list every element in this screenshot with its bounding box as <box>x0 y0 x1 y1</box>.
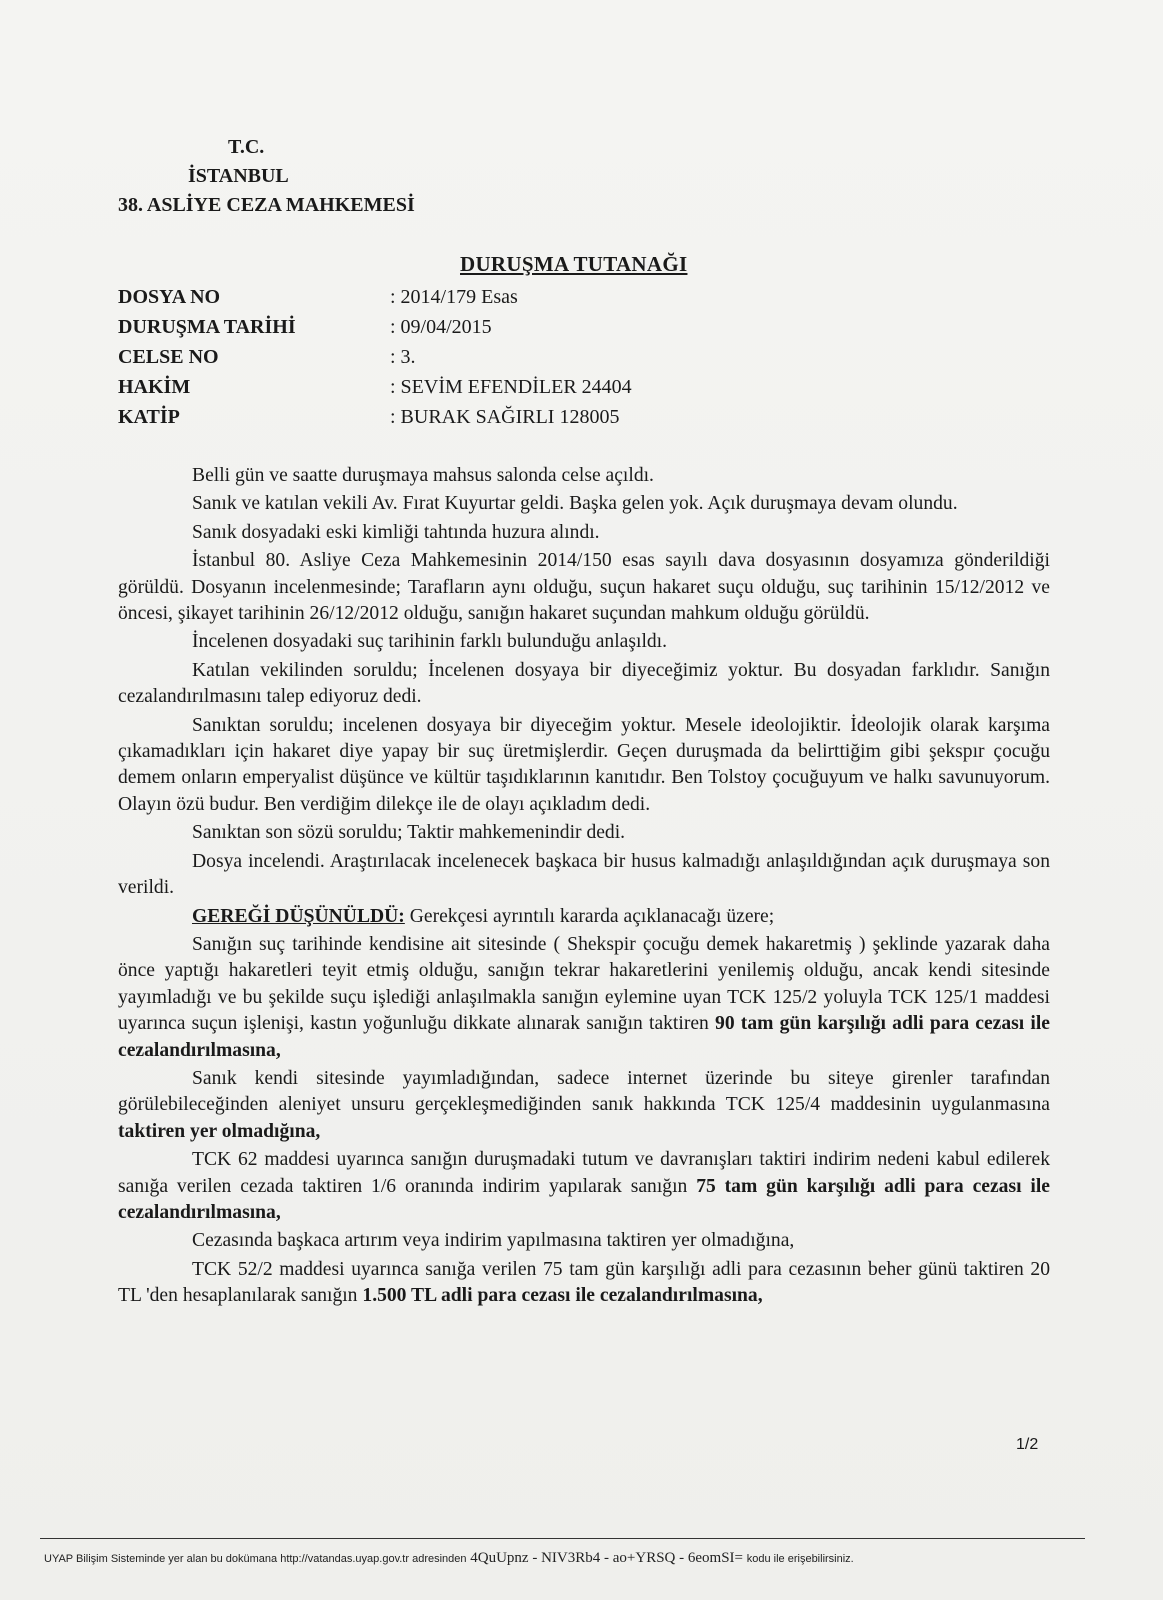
paragraph: İstanbul 80. Asliye Ceza Mahkemesinin 2014/150 esas sayılı dava dosyasının dosyamıza gönderildiği görüldü. Dosyanın incelenmesinde; Tarafların aynı olduğu, suçun hakaret suçu olduğu, suç tarihinin 15/12/2012 ve öncesi, şikayet tarihinin 26/12/2012 olduğu, sanığın hakaret suçundan mahkum olduğu görüldü. <box>118 550 1050 625</box>
meta-value: : 2014/179 Esas <box>390 286 518 308</box>
paragraph <box>118 1147 1050 1226</box>
paragraph: Belli gün ve saatte duruşmaya mahsus salonda celse açıldı. <box>192 465 654 486</box>
paragraph-text: TCK 62 maddesi uyarınca sanığın duruşmadaki tutum ve davranışları taktiri indirim nedeni kabul edilerek sanığa verilen cezada taktiren 1/6 oranında indirim yapılarak sanığın <box>118 1149 1050 1197</box>
footer-prefix: UYAP Bilişim Sisteminde yer alan bu dokümana http://vatandas.uyap.gov.tr adresinden <box>44 1553 467 1565</box>
city-heading: İSTANBUL <box>188 165 289 187</box>
footer-suffix: kodu ile erişebilirsiniz. <box>746 1553 854 1565</box>
paragraph-text: TCK 52/2 maddesi uyarınca sanığa verilen 75 tam gün karşılığı adli para cezasının beher günü taktiren 20 TL 'den hesaplanılarak sanığın <box>118 1258 1050 1307</box>
meta-value: : 09/04/2015 <box>390 316 492 338</box>
meta-row-session-no <box>118 342 632 372</box>
paragraph: Katılan vekilinden soruldu; İncelenen dosyaya bir diyeceğimiz yoktur. Bu dosyadan farklıdır. Sanığın cezalandırılmasını talep ediyoruz dedi. <box>118 659 1050 708</box>
paragraph-emphasis: 1.500 TL adli para cezası ile cezalandırılmasına, <box>362 1285 763 1307</box>
paragraph: Sanıktan soruldu; incelenen dosyaya bir diyeceğim yoktur. Mesele ideolojiktir. İdeolojik olarak karşıma çıkamadıkları için hakaret diye yapay bir suç üretmişlerdir. Geçen duruşmada da belirttiğim gibi şekspır çocuğu demem onların emperyalist düşünce ve kültür taşıdıklarının kanıtıdır. Ben Tolstoy çocuğuyum ve halkı savunuyorum. Olayın özü budur. Ben verdiğim dilekçe ile de olayı açıkladım dedi. <box>118 714 1050 815</box>
meta-label: CELSE NO <box>118 346 219 368</box>
access-code: 4QuUpnz - NIV3Rb4 - ao+YRSQ - 6eomSI= <box>466 1550 747 1566</box>
paragraph <box>118 904 1050 930</box>
meta-label: KATİP <box>118 406 180 428</box>
paragraph-text: Sanık kendi sitesinde yayımladığından, sadece internet üzerinde bu siteye girenler tarafından görülebileceğinden aleniyet unsuru gerçekleşmediğinden sanık hakkında TCK 125/4 maddesinin uygulanmasına <box>118 1067 1050 1116</box>
footer-divider <box>40 1538 1085 1539</box>
paragraph: İncelenen dosyadaki suç tarihinin farklı bulunduğu anlaşıldı. <box>192 631 668 653</box>
meta-row-clerk <box>118 402 632 432</box>
meta-value: : SEVİM EFENDİLER 24404 <box>390 376 632 398</box>
paragraph <box>118 932 1050 1064</box>
record-body <box>118 463 1050 1312</box>
paragraph <box>118 1257 1050 1310</box>
footer-note <box>44 1550 1144 1567</box>
court-header <box>118 133 415 220</box>
meta-value: : 3. <box>390 346 416 368</box>
paragraph: Sanık ve katılan vekili Av. Fırat Kuyurtar geldi. Başka gelen yok. Açık duruşmaya devam olundu. <box>192 493 958 515</box>
country-heading: T.C. <box>228 136 265 158</box>
paragraph: Dosya incelendi. Araştırılacak incelenecek başkaca bir husus kalmadığı anlaşıldığından açık duruşmaya son verildi. <box>118 850 1050 899</box>
paragraph-text: Sanığın suç tarihinde kendisine ait sitesinde ( Shekspir çocuğu demek hakaretmiş ) şeklinde yazarak daha önce yaptığı hakaretleri teyit etmiş olduğu, sanığın tekrar hakaretlerini yenilemiş olduğu, ancak kendi sitesinde yayımladığı ve bu şekilde suçu işlediği anlaşılmakla sanığın eylemine uyan TCK 125/2 yoluyla TCK 125/1 maddesi uyarınca suçun işlenişi, kastın yoğunluğu dikkate alınarak sanığın taktiren <box>118 933 1050 1035</box>
meta-label: HAKİM <box>118 376 191 398</box>
case-metadata <box>118 282 632 432</box>
meta-label: DOSYA NO <box>118 286 221 308</box>
paragraph: Sanıktan son sözü soruldu; Taktir mahkemenindir dedi. <box>192 822 626 844</box>
paragraph: Cezasında başkaca artırım veya indirim yapılmasına taktiren yer olmadığına, <box>192 1230 795 1252</box>
meta-row-file-no <box>118 282 632 312</box>
paragraph: Sanık dosyadaki eski kimliği tahtında huzura alındı. <box>192 521 600 543</box>
document-title: DURUŞMA TUTANAĞI <box>460 252 688 276</box>
paragraph-emphasis: taktiren yer olmadığına, <box>118 1120 321 1142</box>
meta-row-hearing-date <box>118 312 632 342</box>
verdict-heading: GEREĞİ DÜŞÜNÜLDÜ: <box>192 905 405 927</box>
paragraph-emphasis: 75 tam gün karşılığı adli para cezası ile cezalandırılmasına, <box>118 1175 1051 1223</box>
meta-value: : BURAK SAĞIRLI 128005 <box>390 406 620 428</box>
paragraph-emphasis: 90 tam gün karşılığı adli para cezası ile cezalandırılmasına, <box>118 1013 1051 1061</box>
meta-label: DURUŞMA TARİHİ <box>118 316 296 338</box>
paragraph <box>118 1066 1050 1145</box>
verdict-intro: Gerekçesi ayrıntılı kararda açıklanacağı üzere; <box>404 905 775 927</box>
court-heading: 38. ASLİYE CEZA MAHKEMESİ <box>118 194 415 216</box>
page-number: 1/2 <box>1016 1436 1039 1453</box>
meta-row-judge <box>118 372 632 402</box>
